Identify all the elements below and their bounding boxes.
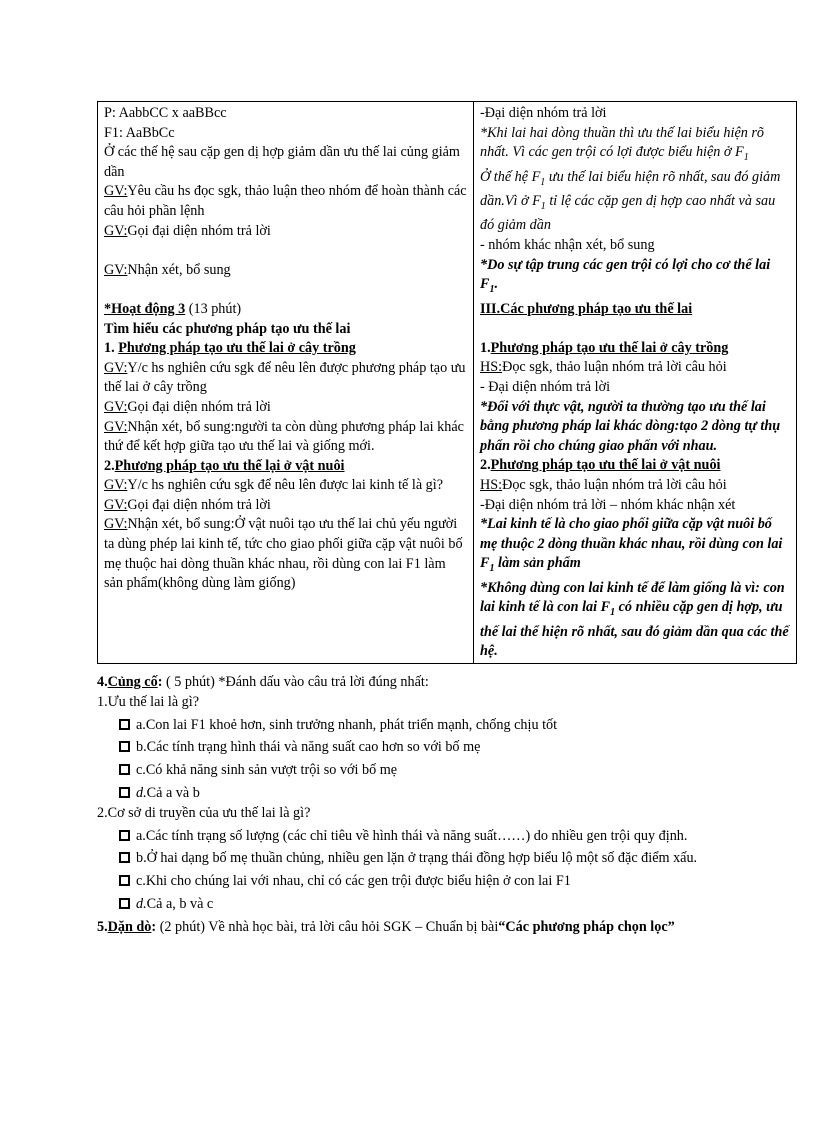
section-heading <box>480 339 791 359</box>
text-span: Nhận xét, bổ sung:Ở vật nuôi tạo ưu thế lai chủ yếu người ta dùng phép lai kinh tế, tức cho giao phối giữa cặp vật nuôi bố mẹ thuộc hai dòng thuần khác nhau, rồi dùng con lai F1 làm sản phẩm(không dùng làm giống) <box>104 516 463 592</box>
text-span: *Lai kinh tế là cho giao phối giữa cặp vật nuôi bố mẹ thuộc 2 dòng thuần khác nhau, rồi dùng con lai F <box>480 516 783 572</box>
text-span: Nhận xét, bổ sung:người ta còn dùng phương pháp lai khác thứ để kết hợp giữa tạo ưu thế lai và giống mới. <box>104 418 464 455</box>
text-line: -Đại diện nhóm trả lời – nhóm khác nhận xét <box>480 496 736 513</box>
text-line <box>104 418 468 457</box>
spacer <box>104 241 468 261</box>
gv-label: GV: <box>104 477 128 494</box>
section-title: Củng cố <box>107 674 158 690</box>
checkbox-icon[interactable] <box>119 875 130 886</box>
option-letter: d. <box>136 895 147 912</box>
text-span: . <box>494 276 499 293</box>
checkbox-icon[interactable] <box>119 741 130 752</box>
section-heading <box>104 457 468 477</box>
option-text <box>136 895 213 915</box>
text-line <box>104 496 468 516</box>
spacer <box>104 280 468 300</box>
hs-label: HS: <box>480 477 503 493</box>
option-text: c.Khi cho chúng lai với nhau, chỉ có các gen trội được biểu hiện ở con lai F1 <box>136 873 571 890</box>
question-1: 1.Ưu thế lai là gì? <box>97 693 200 710</box>
section-title: Phương pháp tạo ưu thế lai ở vật nuôi <box>490 457 721 474</box>
text-span: *Do sự tập trung các gen trội có lợi cho cơ thể lai F <box>480 256 771 293</box>
text-span: Yêu cầu hs đọc sgk, thảo luận theo nhóm để hoàn thành các câu hỏi phần lệnh <box>104 183 467 219</box>
text-span: ( 5 phút) *Đánh dấu vào câu trả lời đúng nhất: <box>162 674 429 690</box>
answer-option[interactable] <box>119 849 787 869</box>
activity-heading <box>104 300 468 320</box>
section-title: Các phương pháp tạo ưu thế lai <box>500 300 693 317</box>
activity-subtitle: Tìm hiểu các phương pháp tạo ưu thế lai <box>104 320 351 337</box>
answer-option[interactable] <box>119 738 787 758</box>
text-span: có nhiều cặp gen dị hợp, ưu thế lai thể hiện rõ nhất, sau đó giảm dần qua các thế hệ. <box>480 599 789 660</box>
option-text: b.Ở hai dạng bố mẹ thuần chủng, nhiều gen lặn ở trạng thái đồng hợp biểu lộ một số đặc điểm xấu. <box>136 850 698 867</box>
activity-title: *Hoạt động 3 <box>104 300 186 317</box>
text-line <box>480 124 791 168</box>
text-line: *Đối với thực vật, người ta thường tạo ưu thế lai bằng phương pháp lai khác dòng:tạo 2 dòng tự thụ phấn rồi cho chúng giao phấn với nhau. <box>480 398 781 454</box>
checkbox-icon[interactable] <box>119 898 130 909</box>
text-line <box>480 579 791 662</box>
section-number: 1. <box>480 339 491 356</box>
text-line <box>104 398 468 418</box>
subscript: 1 <box>610 607 616 619</box>
text-span: Đọc sgk, thảo luận nhóm trả lời câu hỏi <box>502 359 727 376</box>
text-span: tỉ lệ các cặp gen dị hợp cao nhất và sau đó giảm dần <box>480 193 776 234</box>
section-number: 2. <box>480 457 491 474</box>
teacher-activity-cell <box>98 102 474 664</box>
checkbox-icon[interactable] <box>119 852 130 863</box>
text-span: *Không dùng con lai kinh tế để làm giống là vì: con lai kinh tế là con lai F <box>480 579 785 616</box>
section-title: Dặn dò <box>107 918 152 935</box>
checkbox-icon[interactable] <box>119 787 130 798</box>
text-span: ưu thế lai biểu hiện rõ nhất, sau đó giảm dần.Vì ở F <box>480 168 781 210</box>
homework-line <box>97 918 787 938</box>
text-span: Gọi đại diện nhóm trả lời <box>127 398 271 415</box>
answer-option[interactable] <box>119 827 787 847</box>
subscript: 1 <box>489 563 495 575</box>
answer-option[interactable] <box>119 872 787 892</box>
text-span: (2 phút) Về nhà học bài, trả lời câu hỏi SGK – Chuẩn bị bài <box>156 918 499 935</box>
text-line: -Đại diện nhóm trả lời <box>480 105 607 121</box>
answer-option[interactable] <box>119 784 787 804</box>
text-line <box>480 256 791 300</box>
text-span: Cả a, b và c <box>146 895 214 912</box>
section-heading <box>104 339 468 359</box>
gv-label: GV: <box>104 183 128 200</box>
question-2: 2.Cơ sở di truyền của ưu thế lai là gì? <box>97 804 311 821</box>
gv-label: GV: <box>104 398 128 415</box>
answer-option[interactable] <box>119 895 787 915</box>
lesson-table <box>97 101 797 664</box>
option-text <box>136 784 200 804</box>
section-heading <box>480 456 791 476</box>
section-number: 4. <box>97 674 108 690</box>
spacer <box>480 319 791 339</box>
answer-option[interactable] <box>119 761 787 781</box>
gv-label: GV: <box>104 418 128 435</box>
section-title: Phương pháp tạo ưu thế lại ở vật nuôi <box>114 457 345 474</box>
gv-label: GV: <box>104 222 128 239</box>
text-line <box>480 476 791 496</box>
option-text: b.Các tính trạng hình thái và năng suất cao hơn so với bố mẹ <box>136 739 481 756</box>
text-span: Cả a và b <box>146 784 200 801</box>
checkbox-icon[interactable] <box>119 830 130 841</box>
text-span: Nhận xét, bổ sung <box>127 261 231 278</box>
text-line <box>480 358 791 378</box>
section-number: III. <box>480 300 501 317</box>
text-span: Gọi đại diện nhóm trả lời <box>127 222 271 239</box>
text-line <box>104 261 468 281</box>
section-heading <box>97 673 787 693</box>
text-span: Đọc sgk, thảo luận nhóm trả lời câu hỏi <box>502 477 727 493</box>
gv-label: GV: <box>104 496 128 513</box>
text-line: - Đại diện nhóm trả lời <box>480 379 611 396</box>
hs-label: HS: <box>480 359 503 376</box>
gv-label: GV: <box>104 359 128 376</box>
section-title: Phương pháp tạo ưu thế lai ở cây trồng <box>118 340 356 357</box>
text-line: - nhóm khác nhận xét, bổ sung <box>480 237 655 254</box>
text-span: *Khi lai hai dòng thuần thì ưu thế lai biểu hiện rõ nhất. Vì các gen trội có lợi được biểu hiện ở F <box>480 124 764 161</box>
section-number: 1. <box>104 340 119 357</box>
text-span: : <box>151 918 157 935</box>
answer-option[interactable] <box>119 716 787 736</box>
gv-label: GV: <box>104 261 128 278</box>
option-letter: d. <box>136 784 147 801</box>
text-line: Ở các thế hệ sau cặp gen dị hợp giảm dần ưu thế lai củng giảm dần <box>104 144 460 180</box>
checkbox-icon[interactable] <box>119 764 130 775</box>
section-heading <box>480 300 791 320</box>
option-text: c.Có khả năng sinh sản vượt trội so với bố mẹ <box>136 762 398 779</box>
option-text: a.Các tính trạng số lượng (các chỉ tiêu về hình thái và năng suất……) do nhiều gen trội quy định. <box>136 827 688 844</box>
text-span: Y/c hs nghiên cứu sgk để nêu lên được phương pháp tạo ưu thế lai ở cây trồng <box>104 359 466 396</box>
text-line: P: AabbCC x aaBBcc <box>104 105 227 121</box>
text-span: Ở thế hệ F <box>480 168 541 185</box>
section-number: 5. <box>97 918 108 935</box>
text-line <box>480 168 791 236</box>
review-section <box>97 673 787 938</box>
table-row <box>98 102 797 664</box>
subscript: 1 <box>743 152 749 164</box>
text-line <box>104 182 468 221</box>
text-span: Y/c hs nghiên cứu sgk để nêu lên được lai kinh tế là gì? <box>127 477 444 494</box>
text-line <box>104 222 468 242</box>
text-line: F1: AaBbCc <box>104 124 175 141</box>
subscript: 1 <box>540 200 546 212</box>
text-span: : <box>157 674 163 690</box>
text-span: Gọi đại diện nhóm trả lời <box>127 496 271 513</box>
section-title: Phương pháp tạo ưu thế lai ở cây trồng <box>490 339 729 356</box>
gv-label: GV: <box>104 516 128 533</box>
checkbox-icon[interactable] <box>119 719 130 730</box>
text-span: làm sản phẩm <box>494 555 581 572</box>
student-activity-cell <box>474 102 797 664</box>
subscript: 1 <box>540 176 546 188</box>
next-lesson-title: “Các phương pháp chọn lọc” <box>498 918 675 935</box>
text-line <box>480 515 791 579</box>
subscript: 1 <box>489 284 495 296</box>
text-line <box>104 476 468 496</box>
section-number: 2. <box>104 457 115 474</box>
activity-time: (13 phút) <box>185 300 242 317</box>
text-line <box>104 359 468 398</box>
option-text: a.Con lai F1 khoẻ hơn, sinh trưởng nhanh, phát triển mạnh, chống chịu tốt <box>136 716 558 733</box>
text-line <box>104 515 468 593</box>
